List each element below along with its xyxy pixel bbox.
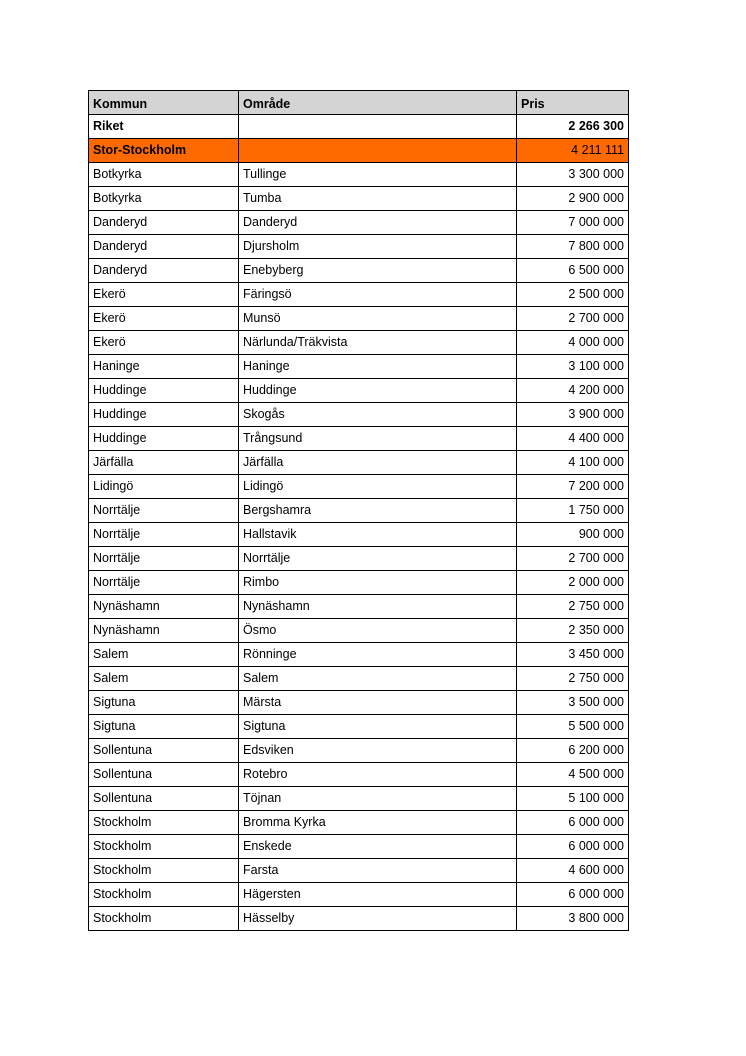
pris-cell: 5 500 000 [517, 715, 629, 739]
omrade-cell: Närlunda/Träkvista [239, 331, 517, 355]
omrade-cell: Rönninge [239, 643, 517, 667]
table-row [89, 211, 629, 235]
kommun-cell: Botkyrka [89, 163, 239, 187]
kommun-cell: Haninge [89, 355, 239, 379]
omrade-cell: Märsta [239, 691, 517, 715]
kommun-cell: Lidingö [89, 475, 239, 499]
omrade-cell: Djursholm [239, 235, 517, 259]
pris-cell: 7 200 000 [517, 475, 629, 499]
table-row [89, 355, 629, 379]
omrade-cell: Järfälla [239, 451, 517, 475]
price-table [88, 90, 629, 931]
table-row [89, 235, 629, 259]
table-row [89, 451, 629, 475]
header-omrade: Område [239, 91, 517, 115]
kommun-cell: Huddinge [89, 379, 239, 403]
kommun-cell: Nynäshamn [89, 619, 239, 643]
pris-cell: 6 000 000 [517, 835, 629, 859]
table-row [89, 475, 629, 499]
omrade-cell: Sigtuna [239, 715, 517, 739]
pris-cell: 4 000 000 [517, 331, 629, 355]
kommun-cell: Stockholm [89, 883, 239, 907]
pris-cell: 3 500 000 [517, 691, 629, 715]
kommun-cell: Norrtälje [89, 499, 239, 523]
omrade-cell: Rimbo [239, 571, 517, 595]
kommun-cell: Stockholm [89, 859, 239, 883]
pris-cell: 2 750 000 [517, 667, 629, 691]
omrade-cell: Haninge [239, 355, 517, 379]
omrade-cell: Enskede [239, 835, 517, 859]
pris-cell: 2 350 000 [517, 619, 629, 643]
omrade-cell: Salem [239, 667, 517, 691]
table-row [89, 739, 629, 763]
table-row [89, 163, 629, 187]
table-row [89, 667, 629, 691]
pris-cell: 6 200 000 [517, 739, 629, 763]
omrade-cell: Farsta [239, 859, 517, 883]
table-row [89, 427, 629, 451]
summary-kommun: Stor-Stockholm [89, 139, 239, 163]
omrade-cell: Munsö [239, 307, 517, 331]
table-header-row [89, 91, 629, 115]
table-row [89, 499, 629, 523]
header-kommun: Kommun [89, 91, 239, 115]
pris-cell: 4 100 000 [517, 451, 629, 475]
kommun-cell: Norrtälje [89, 571, 239, 595]
table-row [89, 547, 629, 571]
pris-cell: 2 750 000 [517, 595, 629, 619]
omrade-cell: Skogås [239, 403, 517, 427]
pris-cell: 3 900 000 [517, 403, 629, 427]
omrade-cell: Tullinge [239, 163, 517, 187]
table-row [89, 307, 629, 331]
kommun-cell: Huddinge [89, 403, 239, 427]
kommun-cell: Ekerö [89, 283, 239, 307]
table-row [89, 907, 629, 931]
table-row [89, 691, 629, 715]
pris-cell: 4 400 000 [517, 427, 629, 451]
kommun-cell: Sigtuna [89, 691, 239, 715]
kommun-cell: Sollentuna [89, 787, 239, 811]
table-row [89, 811, 629, 835]
pris-cell: 7 000 000 [517, 211, 629, 235]
omrade-cell: Rotebro [239, 763, 517, 787]
pris-cell: 3 300 000 [517, 163, 629, 187]
summary-pris: 2 266 300 [517, 115, 629, 139]
kommun-cell: Salem [89, 643, 239, 667]
table-row [89, 379, 629, 403]
table-row [89, 835, 629, 859]
kommun-cell: Nynäshamn [89, 595, 239, 619]
table-row [89, 283, 629, 307]
pris-cell: 900 000 [517, 523, 629, 547]
omrade-cell: Nynäshamn [239, 595, 517, 619]
summary-row-riket [89, 115, 629, 139]
kommun-cell: Ekerö [89, 331, 239, 355]
kommun-cell: Sigtuna [89, 715, 239, 739]
summary-pris: 4 211 111 [517, 139, 629, 163]
kommun-cell: Norrtälje [89, 523, 239, 547]
summary-kommun: Riket [89, 115, 239, 139]
kommun-cell: Huddinge [89, 427, 239, 451]
pris-cell: 2 700 000 [517, 547, 629, 571]
summary-omrade [239, 139, 517, 163]
summary-row-stor-stockholm [89, 139, 629, 163]
pris-cell: 2 500 000 [517, 283, 629, 307]
omrade-cell: Ösmo [239, 619, 517, 643]
omrade-cell: Hässelby [239, 907, 517, 931]
pris-cell: 5 100 000 [517, 787, 629, 811]
omrade-cell: Hallstavik [239, 523, 517, 547]
kommun-cell: Danderyd [89, 235, 239, 259]
kommun-cell: Norrtälje [89, 547, 239, 571]
kommun-cell: Danderyd [89, 259, 239, 283]
pris-cell: 2 700 000 [517, 307, 629, 331]
table-row [89, 715, 629, 739]
kommun-cell: Danderyd [89, 211, 239, 235]
kommun-cell: Stockholm [89, 811, 239, 835]
pris-cell: 3 450 000 [517, 643, 629, 667]
pris-cell: 6 000 000 [517, 883, 629, 907]
pris-cell: 2 900 000 [517, 187, 629, 211]
omrade-cell: Lidingö [239, 475, 517, 499]
table-row [89, 787, 629, 811]
table-row [89, 259, 629, 283]
pris-cell: 1 750 000 [517, 499, 629, 523]
table-row [89, 595, 629, 619]
omrade-cell: Edsviken [239, 739, 517, 763]
omrade-cell: Huddinge [239, 379, 517, 403]
summary-omrade [239, 115, 517, 139]
kommun-cell: Salem [89, 667, 239, 691]
pris-cell: 6 000 000 [517, 811, 629, 835]
table-row [89, 403, 629, 427]
pris-cell: 2 000 000 [517, 571, 629, 595]
pris-cell: 4 200 000 [517, 379, 629, 403]
omrade-cell: Töjnan [239, 787, 517, 811]
table-row [89, 187, 629, 211]
kommun-cell: Ekerö [89, 307, 239, 331]
table-row [89, 859, 629, 883]
omrade-cell: Bergshamra [239, 499, 517, 523]
pris-cell: 4 500 000 [517, 763, 629, 787]
omrade-cell: Färingsö [239, 283, 517, 307]
table-row [89, 571, 629, 595]
kommun-cell: Järfälla [89, 451, 239, 475]
kommun-cell: Botkyrka [89, 187, 239, 211]
table-row [89, 643, 629, 667]
table-row [89, 763, 629, 787]
table-row [89, 883, 629, 907]
table-row [89, 331, 629, 355]
pris-cell: 3 800 000 [517, 907, 629, 931]
omrade-cell: Trångsund [239, 427, 517, 451]
table-row [89, 523, 629, 547]
omrade-cell: Hägersten [239, 883, 517, 907]
kommun-cell: Sollentuna [89, 739, 239, 763]
omrade-cell: Enebyberg [239, 259, 517, 283]
kommun-cell: Stockholm [89, 835, 239, 859]
omrade-cell: Tumba [239, 187, 517, 211]
table-row [89, 619, 629, 643]
pris-cell: 6 500 000 [517, 259, 629, 283]
omrade-cell: Danderyd [239, 211, 517, 235]
pris-cell: 7 800 000 [517, 235, 629, 259]
pris-cell: 4 600 000 [517, 859, 629, 883]
kommun-cell: Stockholm [89, 907, 239, 931]
pris-cell: 3 100 000 [517, 355, 629, 379]
kommun-cell: Sollentuna [89, 763, 239, 787]
omrade-cell: Norrtälje [239, 547, 517, 571]
omrade-cell: Bromma Kyrka [239, 811, 517, 835]
header-pris: Pris [517, 91, 629, 115]
